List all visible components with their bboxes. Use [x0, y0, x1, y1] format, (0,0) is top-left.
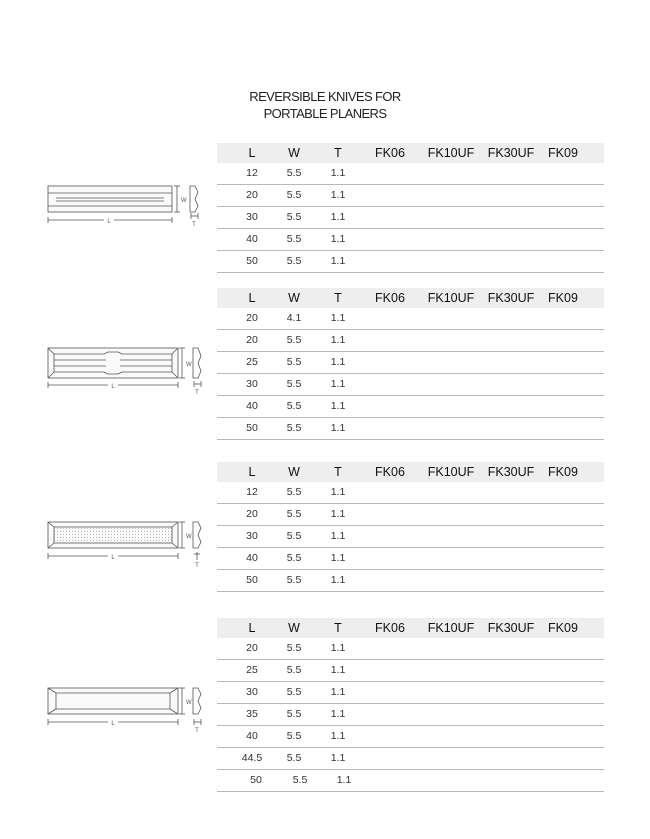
- cell-l: 25: [246, 664, 258, 676]
- spec-table-4: [217, 618, 604, 792]
- cell-w: 5.5: [286, 508, 302, 520]
- cell-l: 40: [246, 552, 258, 564]
- table-header: [217, 143, 604, 163]
- dim-label-l: L: [111, 555, 115, 561]
- table-header: [217, 462, 604, 482]
- cell-l: 50: [246, 574, 258, 586]
- cell-w: 5.5: [286, 233, 302, 245]
- cell-t: 1.1: [330, 334, 346, 346]
- cell-w: 5.5: [286, 486, 302, 498]
- cell-w: 5.5: [286, 422, 302, 434]
- cell-t: 1.1: [330, 574, 346, 586]
- cell-w: 5.5: [286, 255, 302, 267]
- title-line-1: REVERSIBLE KNIVES FOR: [249, 89, 401, 104]
- cell-t: 1.1: [330, 708, 346, 720]
- table-row: [217, 570, 604, 592]
- table-row: [217, 504, 604, 526]
- table-row: [217, 682, 604, 704]
- dim-label-w: W: [186, 362, 192, 368]
- cell-w: 5.5: [286, 378, 302, 390]
- cell-w: 5.5: [286, 167, 302, 179]
- table-row: [217, 526, 604, 548]
- cell-w: 5.5: [286, 530, 302, 542]
- header-w: W: [288, 291, 300, 305]
- cell-w: 5.5: [286, 334, 302, 346]
- knife-drawing-3: [44, 518, 214, 570]
- cell-t: 1.1: [330, 400, 346, 412]
- table-row: [217, 229, 604, 251]
- cell-l: 40: [246, 730, 258, 742]
- knife-drawing-2: [44, 344, 214, 396]
- cell-t: 1.1: [330, 189, 346, 201]
- cell-l: 20: [246, 312, 258, 324]
- header-fk30uf: FK30UF: [487, 291, 535, 305]
- cell-t: 1.1: [330, 233, 346, 245]
- cell-t: 1.1: [330, 664, 346, 676]
- cell-w: 5.5: [286, 574, 302, 586]
- cell-l: 30: [246, 530, 258, 542]
- knife-drawing-1: [44, 182, 214, 234]
- table-row: [217, 308, 604, 330]
- cell-w: 5.5: [286, 664, 302, 676]
- cell-l: 20: [246, 508, 258, 520]
- cell-l: 20: [246, 642, 258, 654]
- cell-w: 4.1: [286, 312, 302, 324]
- header-fk30uf: FK30UF: [487, 465, 535, 479]
- cell-l: 30: [246, 686, 258, 698]
- cell-t: 1.1: [330, 552, 346, 564]
- cell-l: 12: [246, 486, 258, 498]
- header-w: W: [288, 146, 300, 160]
- cell-l: 50: [246, 255, 258, 267]
- header-fk10uf: FK10UF: [427, 146, 475, 160]
- table-row: [217, 352, 604, 374]
- table-row: [217, 396, 604, 418]
- header-fk06: FK06: [375, 146, 405, 160]
- header-fk09: FK09: [548, 291, 578, 305]
- table-row: [217, 374, 604, 396]
- cell-t: 1.1: [330, 508, 346, 520]
- cell-t: 1.1: [330, 356, 346, 368]
- cell-w: 5.5: [286, 708, 302, 720]
- header-fk09: FK09: [548, 146, 578, 160]
- header-l: L: [248, 146, 256, 160]
- dim-label-t: T: [195, 728, 199, 734]
- table-header: [217, 288, 604, 308]
- header-w: W: [288, 621, 300, 635]
- dim-label-l: L: [111, 384, 115, 390]
- header-l: L: [248, 291, 256, 305]
- dim-label-l: L: [107, 219, 111, 225]
- header-fk10uf: FK10UF: [427, 621, 475, 635]
- table-header: [217, 618, 604, 638]
- table-row: [217, 660, 604, 682]
- header-fk09: FK09: [548, 465, 578, 479]
- cell-t: 1.1: [330, 486, 346, 498]
- table-row: [217, 638, 604, 660]
- cell-w: 5.5: [286, 752, 302, 764]
- header-t: T: [334, 621, 342, 635]
- cell-l: 30: [246, 378, 258, 390]
- cell-l: 25: [246, 356, 258, 368]
- cell-l: 50: [250, 774, 262, 786]
- table-row: [217, 251, 604, 273]
- table-row: [217, 726, 604, 748]
- table-row: [217, 163, 604, 185]
- cell-t: 1.1: [330, 312, 346, 324]
- dim-label-t: T: [195, 563, 199, 569]
- header-t: T: [334, 146, 342, 160]
- cell-w: 5.5: [286, 730, 302, 742]
- cell-t: 1.1: [330, 211, 346, 223]
- cell-t: 1.1: [330, 378, 346, 390]
- cell-t: 1.1: [330, 730, 346, 742]
- table-row: [217, 748, 604, 770]
- table-row: [217, 704, 604, 726]
- header-w: W: [288, 465, 300, 479]
- header-fk06: FK06: [375, 621, 405, 635]
- header-l: L: [248, 621, 256, 635]
- cell-l: 44.5: [241, 752, 263, 764]
- header-fk30uf: FK30UF: [487, 621, 535, 635]
- cell-w: 5.5: [286, 686, 302, 698]
- knife-drawing-4: [44, 684, 214, 736]
- header-fk10uf: FK10UF: [427, 465, 475, 479]
- dim-label-w: W: [186, 700, 192, 706]
- cell-t: 1.1: [330, 422, 346, 434]
- cell-t: 1.1: [330, 752, 346, 764]
- cell-l: 12: [246, 167, 258, 179]
- header-fk10uf: FK10UF: [427, 291, 475, 305]
- cell-w: 5.5: [286, 189, 302, 201]
- table-row: [217, 482, 604, 504]
- cell-t: 1.1: [330, 167, 346, 179]
- cell-w: 5.5: [292, 774, 308, 786]
- header-fk06: FK06: [375, 465, 405, 479]
- cell-t: 1.1: [330, 642, 346, 654]
- table-row: [217, 330, 604, 352]
- cell-t: 1.1: [330, 255, 346, 267]
- cell-w: 5.5: [286, 642, 302, 654]
- cell-l: 20: [246, 189, 258, 201]
- dim-label-w: W: [186, 534, 192, 540]
- header-t: T: [334, 465, 342, 479]
- spec-table-2: [217, 288, 604, 440]
- dim-label-l: L: [111, 721, 115, 727]
- header-fk30uf: FK30UF: [487, 146, 535, 160]
- cell-w: 5.5: [286, 211, 302, 223]
- cell-l: 35: [246, 708, 258, 720]
- dim-label-w: W: [181, 198, 187, 204]
- table-row: [217, 418, 604, 440]
- cell-l: 30: [246, 211, 258, 223]
- cell-w: 5.5: [286, 552, 302, 564]
- dim-label-t: T: [195, 390, 199, 396]
- header-t: T: [334, 291, 342, 305]
- cell-w: 5.5: [286, 400, 302, 412]
- table-row: [217, 185, 604, 207]
- header-fk09: FK09: [548, 621, 578, 635]
- cell-t: 1.1: [330, 530, 346, 542]
- cell-t: 1.1: [336, 774, 352, 786]
- spec-table-3: [217, 462, 604, 592]
- cell-l: 50: [246, 422, 258, 434]
- header-l: L: [248, 465, 256, 479]
- table-row: [217, 207, 604, 229]
- page-title: [0, 88, 650, 122]
- spec-table-1: [217, 143, 604, 273]
- title-line-2: PORTABLE PLANERS: [263, 106, 387, 121]
- table-row: [217, 770, 604, 792]
- dim-label-t: T: [192, 222, 196, 228]
- table-row: [217, 548, 604, 570]
- cell-l: 40: [246, 233, 258, 245]
- cell-l: 40: [246, 400, 258, 412]
- cell-w: 5.5: [286, 356, 302, 368]
- cell-t: 1.1: [330, 686, 346, 698]
- cell-l: 20: [246, 334, 258, 346]
- header-fk06: FK06: [375, 291, 405, 305]
